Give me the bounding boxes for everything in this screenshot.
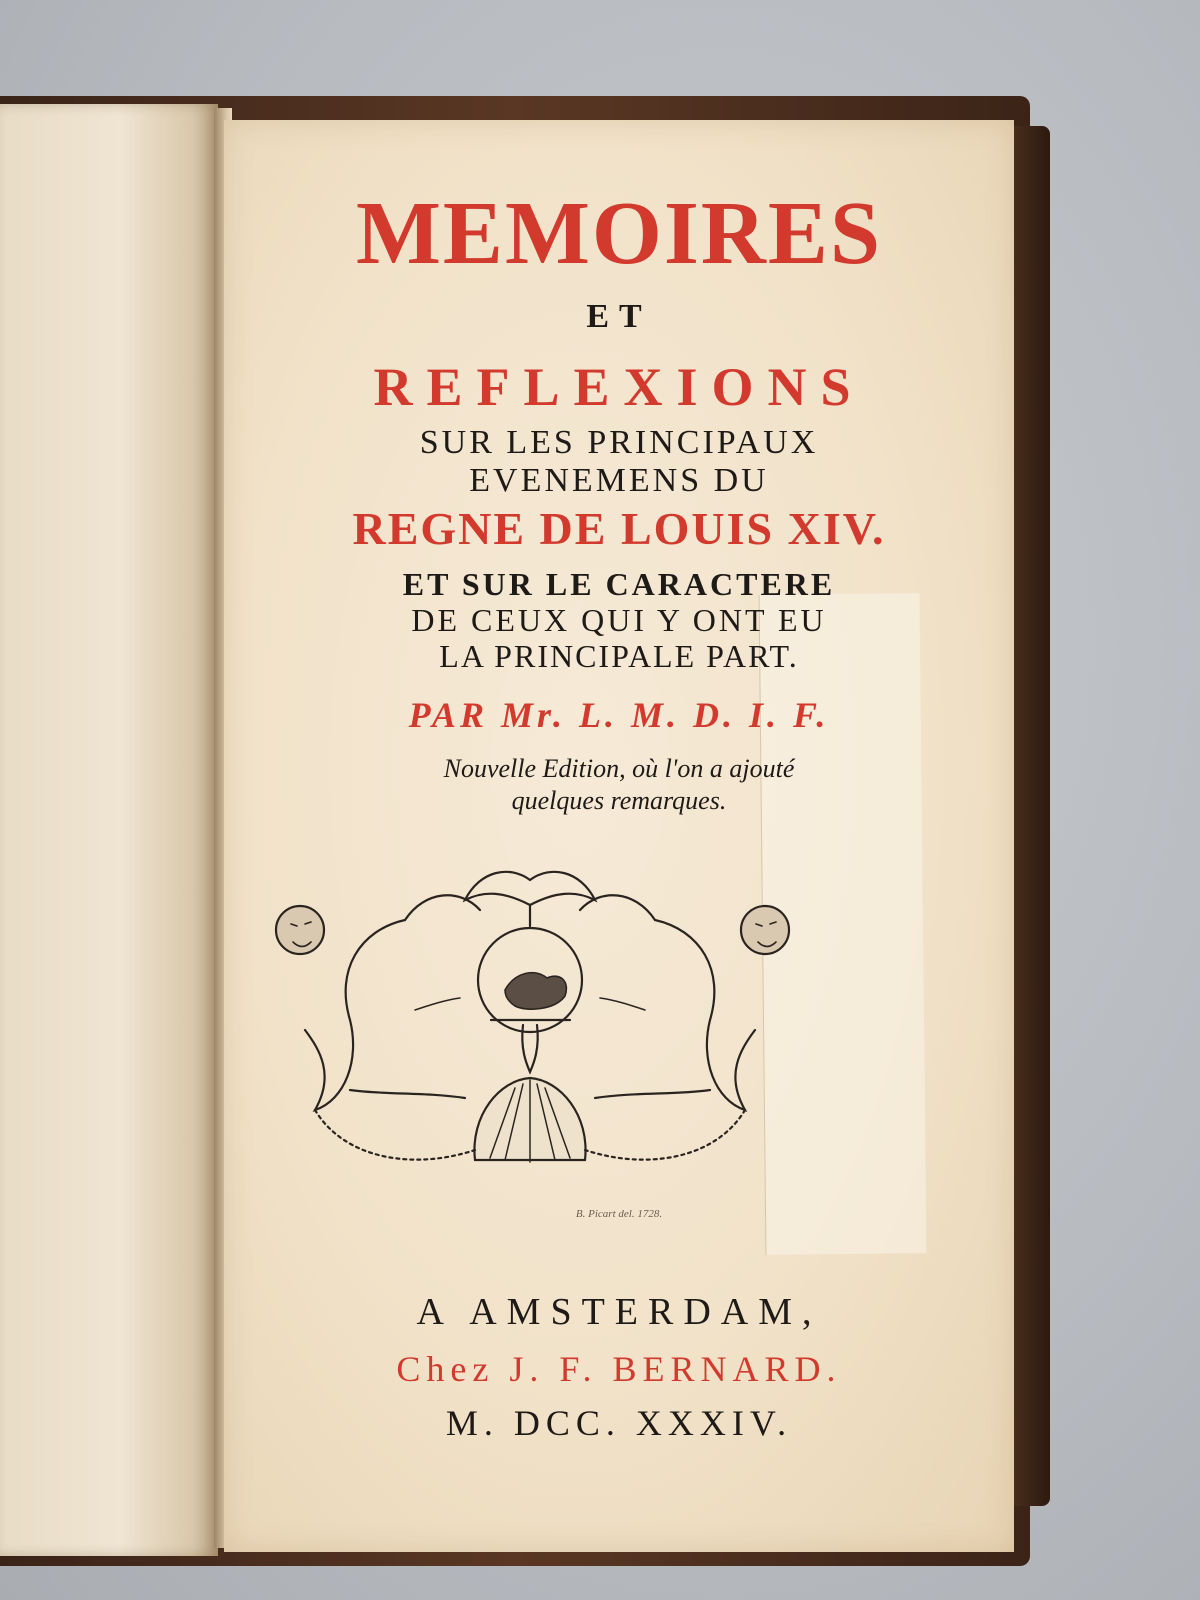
imprint-publisher: Chez J. F. BERNARD. bbox=[396, 1349, 842, 1389]
imprint-year: M. DCC. XXXIV. bbox=[445, 1403, 793, 1443]
frame-right-scroll bbox=[655, 920, 755, 1110]
edition-line-1: Nouvelle Edition, où l'on a ajouté bbox=[443, 754, 795, 783]
conjunction: ET bbox=[586, 298, 652, 335]
crest-ornament bbox=[465, 872, 595, 905]
subtitle-line-6: LA PRINCIPALE PART. bbox=[439, 638, 799, 674]
imprint-place: A AMSTERDAM, bbox=[416, 1291, 822, 1333]
edition-line-2: quelques remarques. bbox=[511, 786, 727, 815]
frame-bottom-left bbox=[350, 1090, 465, 1098]
author-line: PAR Mr. L. M. D. I. F. bbox=[408, 695, 830, 735]
engraved-vignette bbox=[265, 860, 795, 1180]
frame-left-scroll bbox=[305, 920, 405, 1110]
cover-edge bbox=[1010, 126, 1050, 1506]
frame-bottom-right bbox=[595, 1090, 710, 1098]
engraver-credit: B. Picart del. 1728. bbox=[575, 1208, 663, 1220]
bird bbox=[505, 973, 566, 1010]
subtitle-line-5: DE CEUX QUI Y ONT EU bbox=[411, 602, 827, 638]
subtitle-line-4: ET SUR LE CARACTERE bbox=[402, 566, 836, 602]
title-2: REFLEXIONS bbox=[373, 357, 865, 417]
sprig-right bbox=[600, 998, 645, 1010]
garland-right bbox=[585, 1110, 745, 1160]
subtitle-line-1: SUR LES PRINCIPAUX bbox=[419, 424, 819, 461]
sprig-left bbox=[415, 998, 460, 1010]
subtitle-line-3: REGNE DE LOUIS XIV. bbox=[352, 503, 886, 554]
subtitle-line-2: EVENEMENS DU bbox=[469, 462, 769, 499]
title: MEMOIRES bbox=[355, 184, 883, 283]
garland-left bbox=[315, 1110, 475, 1160]
left-flyleaf bbox=[0, 104, 218, 1556]
